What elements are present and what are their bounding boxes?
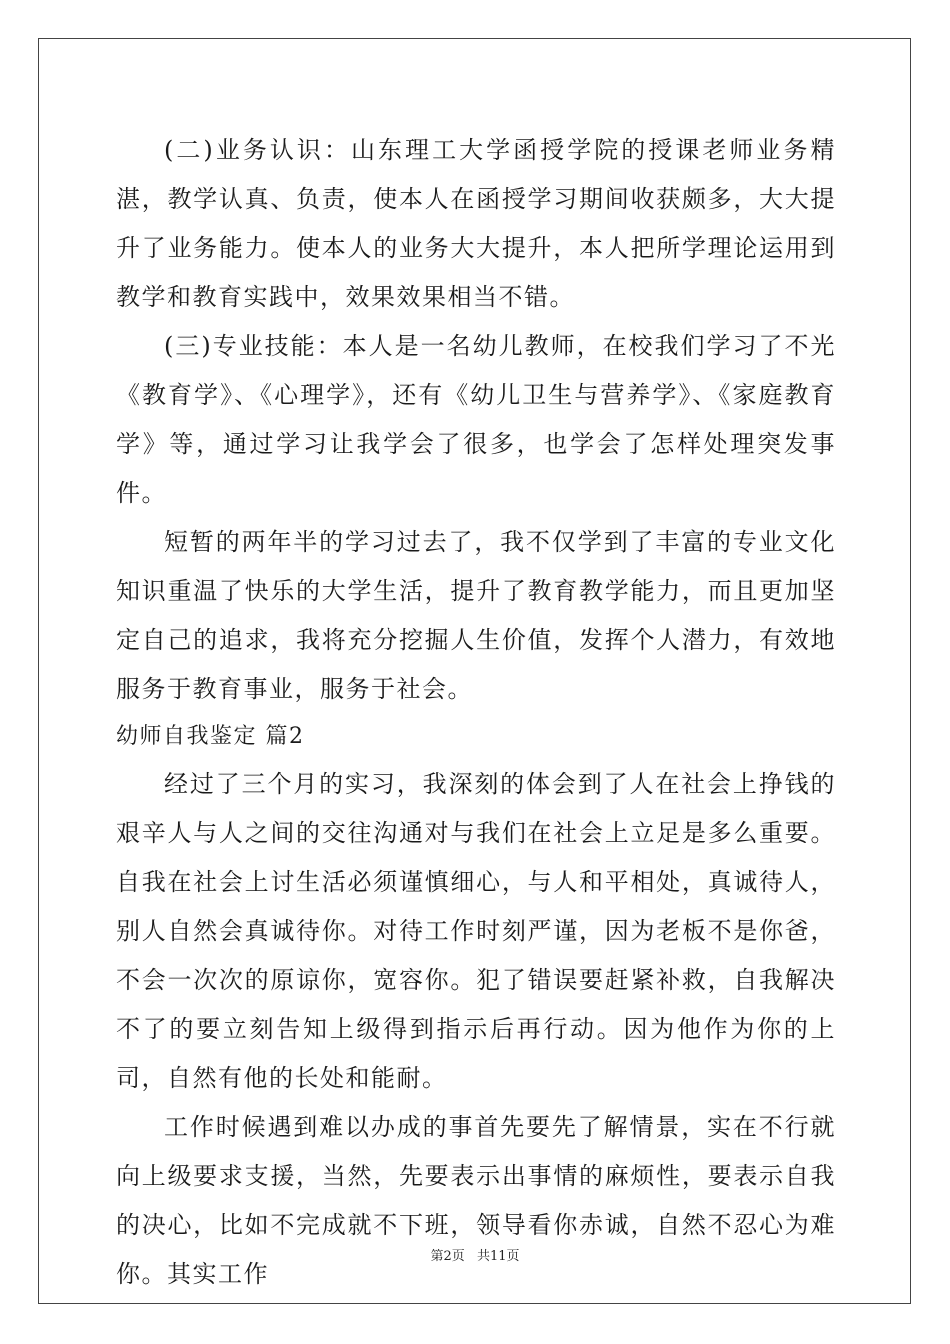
paragraph-business-knowledge: (二)业务认识：山东理工大学函授学院的授课老师业务精湛，教学认真、负责，使本人在函授学习期间收获颇多，大大提升了业务能力。使本人的业务大大提升，本人把所学理论运用到教学和教育实践中，效果效果相当不错。 <box>116 136 836 311</box>
paragraph-internship: 经过了三个月的实习，我深刻的体会到了人在社会上挣钱的艰辛人与人之间的交往沟通对与我们在社会上立足是多么重要。自我在社会上讨生活必须谨慎细心，与人和平相处，真诚待人，别人自然会真诚待你。对待工作时刻严谨，因为老板不是你爸，不会一次次的原谅你，宽容你。犯了错误要赶紧补救，自我解决不了的要立刻告知上级得到指示后再行动。因为他作为你的上司，自然有他的长处和能耐。 <box>116 770 836 1092</box>
section-heading: 幼师自我鉴定 篇2 <box>116 724 305 749</box>
paragraph-professional-skills: (三)专业技能：本人是一名幼儿教师，在校我们学习了不光《教育学》、《心理学》，还有《幼儿卫生与营养学》、《家庭教育学》等，通过学习让我学会了很多，也学会了怎样处理突发事件。 <box>116 332 836 507</box>
paragraph-work-difficulties: 工作时候遇到难以办成的事首先要先了解情景，实在不行就向上级要求支援，当然，先要表示出事情的麻烦性，要表示自我的决心，比如不完成就不下班，领导看你赤诚，自然不忍心为难你。其实工作 <box>116 1113 836 1288</box>
page-number: 第2页 <box>430 1249 465 1264</box>
page-footer <box>0 1245 950 1264</box>
document-body <box>116 126 836 1299</box>
paragraph-study-summary: 短暂的两年半的学习过去了，我不仅学到了丰富的专业文化知识重温了快乐的大学生活，提升了教育教学能力，而且更加坚定自己的追求，我将充分挖掘人生价值，发挥个人潜力，有效地服务于教育事业，服务于社会。 <box>116 528 836 703</box>
page-total: 共11页 <box>476 1249 520 1264</box>
